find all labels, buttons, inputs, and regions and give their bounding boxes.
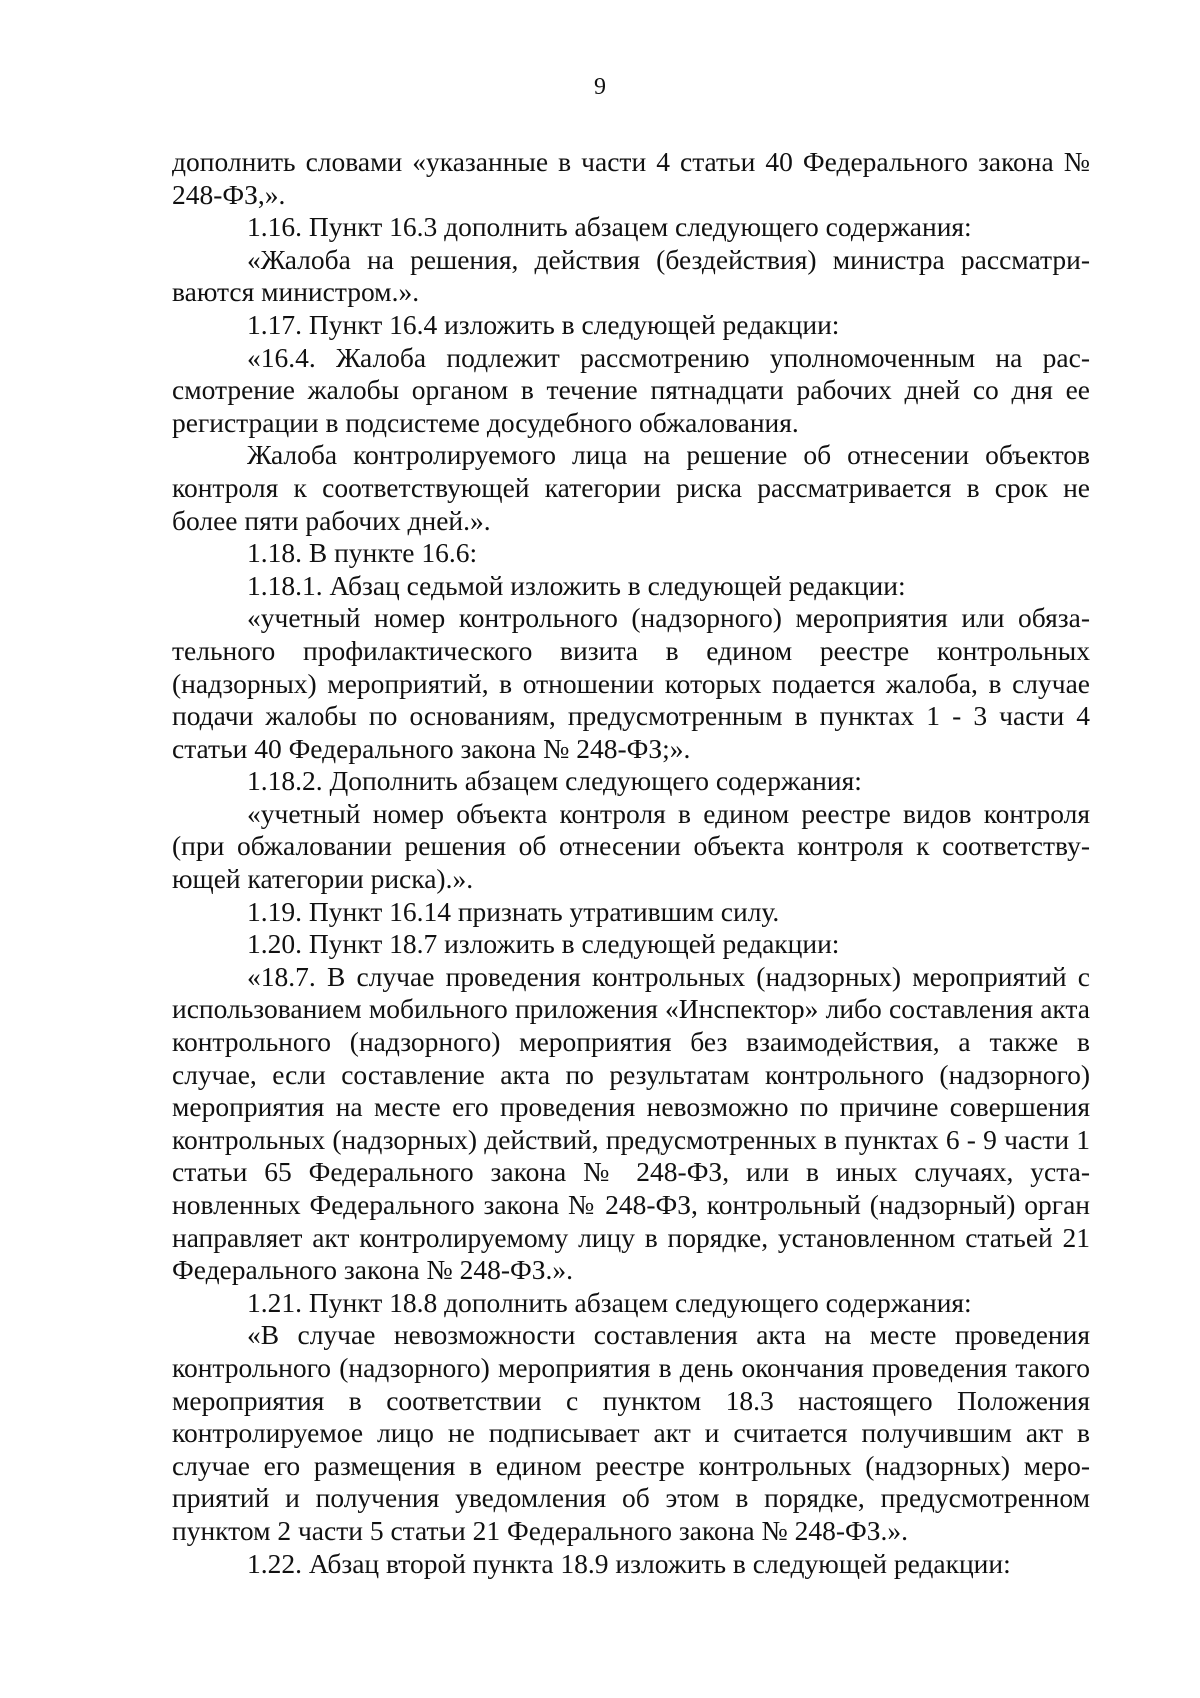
paragraph: «Жалоба на решения, действия (бездействия) министра рассматриваются министром.».	[172, 243, 1090, 308]
paragraph: 1.19. Пункт 16.14 признать утратившим силу.	[247, 895, 780, 927]
paragraph: 1.21. Пункт 18.8 дополнить абзацем следующего содержания:	[247, 1286, 972, 1318]
paragraph: 1.20. Пункт 18.7 изложить в следующей редакции:	[247, 928, 840, 960]
paragraph: «учетный номер контрольного (надзорного) мероприятия или обязательного профилактического визита в едином реестре контрольных (надзорных) мероприятий, в отношении которых подается жалоба, в случае подачи жалобы по основаниям, предусмотренным в пунктах 1 - 3 части 4 статьи 40 Федерального закона № 248-ФЗ;».	[172, 602, 1090, 764]
paragraph: 1.18. В пункте 16.6:	[247, 537, 478, 569]
paragraph: 1.22. Абзац второй пункта 18.9 изложить в следующей редакции:	[247, 1547, 1011, 1579]
paragraph: «18.7. В случае проведения контрольных (надзорных) мероприятий с использованием мобильного приложения «Инспектор» либо составления акта контрольного (надзорного) мероприятия без взаимодействия, а также в случае, если составление акта по результатам контрольного (надзорного) мероприятия на месте его проведения невозможно по причине совершения контрольных (надзорных) действий, предусмотренных в пунктах 6 - 9 части 1 статьи 65 Федерального закона № 248-ФЗ, или в иных случаях, установленных Федерального закона № 248-ФЗ, контрольный (надзорный) орган направляет акт контролируемому лицу в порядке, установленном статьей 21 Федерального закона № 248-ФЗ.».	[172, 960, 1090, 1286]
document-body	[172, 146, 1090, 1580]
page-number: 9	[594, 74, 606, 100]
paragraph: 1.17. Пункт 16.4 изложить в следующей редакции:	[247, 308, 840, 340]
paragraph: 1.18.1. Абзац седьмой изложить в следующей редакции:	[247, 569, 906, 601]
paragraph: «В случае невозможности составления акта на месте проведения контрольного (надзорного) мероприятия в день окончания проведения такого мероприятия в соответствии с пунктом 18.3 настоящего Положения контролируемое лицо не подписывает акт и считается получившим акт в случае его размещения в едином реестре контрольных (надзорных) мероприятий и получения уведомления об этом в порядке, предусмотренном пунктом 2 части 5 статьи 21 Федерального закона № 248-ФЗ.».	[172, 1319, 1090, 1546]
paragraph: «16.4. Жалоба подлежит рассмотрению уполномоченным на рассмотрение жалобы органом в течение пятнадцати рабочих дней со дня ее регистрации в подсистеме досудебного обжалования.	[172, 341, 1090, 438]
paragraph: дополнить словами «указанные в части 4 статьи 40 Федерального закона № 248-ФЗ,».	[172, 146, 1090, 210]
paragraph: 1.18.2. Дополнить абзацем следующего содержания:	[247, 765, 862, 797]
paragraph: Жалоба контролируемого лица на решение об отнесении объектов контроля к соответствующей категории риска рассматривается в срок не более пяти рабочих дней.».	[172, 439, 1090, 536]
paragraph: 1.16. Пункт 16.3 дополнить абзацем следующего содержания:	[247, 211, 972, 243]
paragraph: «учетный номер объекта контроля в едином реестре видов контроля (при обжаловании решения об отнесении объекта контроля к соответствующей категории риска).».	[172, 797, 1090, 895]
